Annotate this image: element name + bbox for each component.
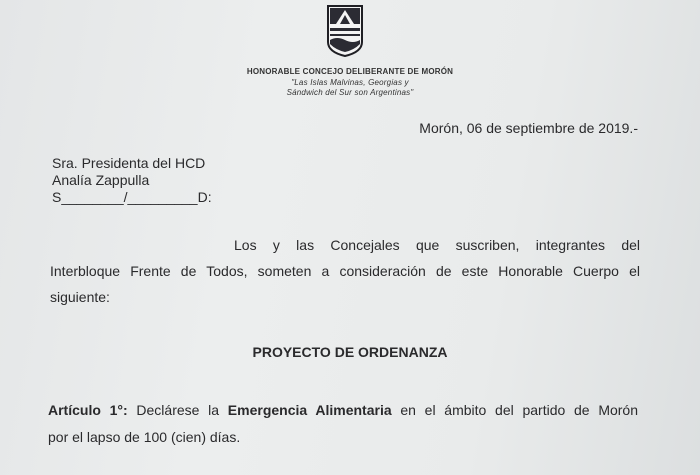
recipient-salutation: S________/_________D: bbox=[52, 189, 212, 205]
article-1-label: Artículo 1°: bbox=[48, 402, 128, 418]
document-date: Morón, 06 de septiembre de 2019.- bbox=[419, 120, 638, 136]
article-1 bbox=[48, 397, 638, 451]
article-1-text-a: Declárese la bbox=[127, 402, 228, 418]
intro-paragraph bbox=[50, 232, 640, 310]
article-1-line-1 bbox=[48, 397, 638, 424]
recipient-name: Analía Zappulla bbox=[52, 172, 150, 188]
intro-line-2: Interbloque Frente de Todos, someten a consideración de este Honorable Cuerpo el bbox=[50, 263, 640, 279]
institution-name: HONORABLE CONCEJO DELIBERANTE DE MORÓN bbox=[246, 67, 454, 76]
intro-line-1-text: Los y las Concejales que suscriben, integrantes del bbox=[234, 237, 640, 253]
document-title: PROYECTO DE ORDENANZA bbox=[252, 344, 448, 360]
article-1-line-2: por el lapso de 100 (cien) días. bbox=[48, 429, 241, 445]
intro-line-3: siguiente: bbox=[50, 289, 110, 305]
recipient-title: Sra. Presidenta del HCD bbox=[52, 155, 206, 171]
motto-line-2: Sándwich del Sur son Argentinas" bbox=[286, 88, 414, 97]
emblem-icon bbox=[324, 4, 366, 58]
article-1-text-b: en el ámbito del partido de Morón bbox=[391, 402, 638, 418]
article-1-emphasis: Emergencia Alimentaria bbox=[227, 402, 392, 418]
motto-line-1: "Las Islas Malvinas, Georgias y bbox=[291, 78, 409, 87]
intro-line-1 bbox=[50, 232, 640, 258]
